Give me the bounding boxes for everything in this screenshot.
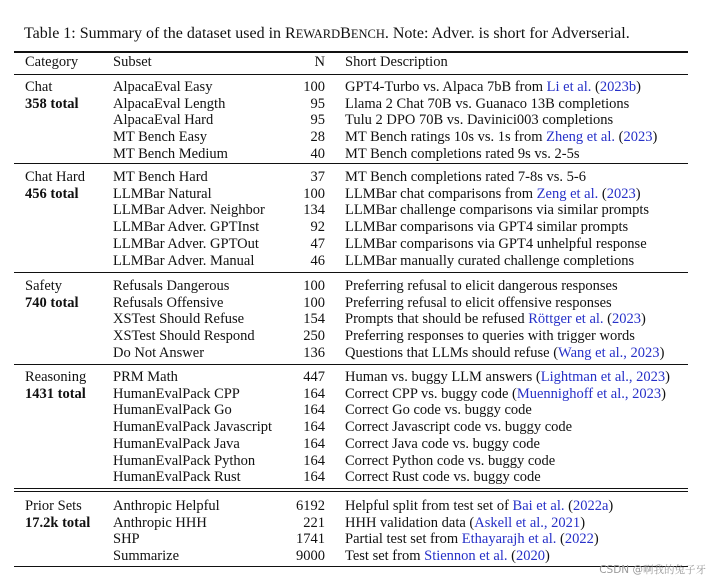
citation-link[interactable]: Li et al.: [546, 79, 592, 95]
sample-count: 164: [303, 452, 325, 469]
description-text: LLMBar comparisons via GPT4 unhelpful response: [345, 235, 647, 252]
group-separator: [14, 364, 688, 365]
description-text: Preferring refusal to elicit offensive responses: [345, 294, 612, 311]
description-text: Correct Java code vs. buggy code: [345, 435, 540, 452]
subset-name: HumanEvalPack Java: [113, 435, 240, 452]
subset-name: Anthropic HHH: [113, 514, 207, 531]
subset-name: Summarize: [113, 548, 180, 565]
header-category: Category: [25, 54, 79, 70]
header-subset: Subset: [113, 54, 152, 70]
sample-count: 136: [303, 344, 325, 361]
short-description: [345, 295, 612, 312]
description-text: (: [614, 129, 624, 146]
header-description: Short Description: [345, 54, 448, 70]
category-label: Reasoning: [25, 369, 87, 385]
sample-count: 164: [303, 435, 325, 452]
citation-link[interactable]: 2023: [623, 129, 653, 146]
description-text: ): [608, 498, 614, 514]
sample-count: 164: [303, 402, 325, 419]
description-text: (: [603, 311, 613, 328]
subset-name: MT Bench Medium: [113, 145, 228, 162]
description-text: (: [564, 498, 573, 514]
sample-count: 164: [303, 469, 325, 486]
subset-name: XSTest Should Respond: [113, 328, 255, 345]
description-text: LLMBar manually curated challenge completions: [345, 252, 635, 269]
citation-link[interactable]: 2022a: [572, 498, 609, 514]
citation-link[interactable]: Ethayarajh et al.: [461, 531, 557, 548]
citation-link[interactable]: 2022: [564, 531, 594, 548]
subset-name: Anthropic Helpful: [113, 498, 220, 514]
description-text: Tulu 2 DPO 70B vs. Davinici003 completions: [345, 112, 614, 129]
short-description: [345, 236, 647, 253]
short-description: [345, 253, 634, 270]
group-separator: [14, 272, 688, 273]
description-text: HHH validation data (: [345, 514, 475, 531]
category-total: 456 total: [25, 185, 79, 202]
description-text: (: [591, 79, 600, 95]
citation-link[interactable]: 2023b: [599, 79, 637, 95]
subset-name: Refusals Offensive: [113, 294, 224, 311]
sample-count: 1741: [296, 531, 325, 548]
group-separator: [14, 163, 688, 164]
sample-count: 221: [303, 514, 325, 531]
short-description: [345, 548, 550, 565]
category-label: Safety: [25, 278, 63, 294]
description-text: ): [544, 548, 550, 565]
sample-count: 164: [303, 419, 325, 436]
short-description: [345, 311, 646, 328]
short-description: [345, 202, 649, 219]
header-rule: [14, 74, 688, 75]
description-text: MT Bench completions rated 9s vs. 2-5s: [345, 145, 580, 162]
description-text: LLMBar challenge comparisons via similar prompts: [345, 202, 650, 219]
short-description: [345, 453, 555, 470]
description-text: Preferring responses to queries with trigger words: [345, 328, 635, 345]
short-description: [345, 419, 572, 436]
description-text: Correct Python code vs. buggy code: [345, 452, 556, 469]
short-description: [345, 129, 657, 146]
header-n: N: [314, 54, 325, 70]
top-rule: [14, 51, 688, 53]
subset-name: AlpacaEval Length: [113, 95, 226, 112]
group-separator: [14, 491, 688, 492]
citation-link[interactable]: Bai et al.: [512, 498, 565, 514]
citation-link[interactable]: Stiennon et al.: [424, 548, 508, 565]
sample-count: 46: [310, 252, 325, 269]
short-description: [345, 146, 580, 163]
description-text: ): [641, 311, 646, 328]
sample-count: 9000: [296, 548, 325, 565]
citation-link[interactable]: Askell et al., 2021: [474, 514, 581, 531]
short-description: [345, 112, 613, 129]
citation-link[interactable]: Zheng et al.: [546, 129, 615, 146]
subset-name: HumanEvalPack Javascript: [113, 419, 273, 436]
sample-count: 92: [310, 219, 325, 236]
subset-name: MT Bench Easy: [113, 129, 207, 146]
sample-count: 100: [303, 278, 325, 294]
description-text: ): [665, 369, 671, 385]
short-description: [345, 278, 618, 295]
sample-count: 100: [303, 185, 325, 202]
subset-name: LLMBar Adver. Manual: [113, 252, 255, 269]
description-text: Preferring refusal to elicit dangerous responses: [345, 278, 618, 294]
sample-count: 95: [310, 112, 325, 129]
subset-name: AlpacaEval Hard: [113, 112, 214, 129]
description-text: Human vs. buggy LLM answers (: [345, 369, 541, 385]
short-description: [345, 219, 628, 236]
description-text: ): [635, 185, 641, 202]
short-description: [345, 328, 635, 345]
group-separator: [14, 488, 688, 489]
category-total: 1431 total: [25, 385, 86, 402]
subset-name: MT Bench Hard: [113, 169, 208, 185]
subset-name: HumanEvalPack Python: [113, 452, 256, 469]
description-text: Helpful split from test set of: [345, 498, 513, 514]
description-text: Correct Javascript code vs. buggy code: [345, 419, 573, 436]
description-text: Partial test set from: [345, 531, 462, 548]
description-text: Correct CPP vs. buggy code (: [345, 385, 517, 402]
short-description: [345, 498, 613, 515]
description-text: ): [580, 514, 586, 531]
description-text: Correct Rust code vs. buggy code: [345, 469, 541, 486]
subset-name: AlpacaEval Easy: [113, 79, 213, 95]
description-text: GPT4-Turbo vs. Alpaca 7bB from: [345, 79, 547, 95]
sample-count: 447: [303, 369, 325, 385]
short-description: [345, 345, 664, 362]
subset-name: LLMBar Adver. GPTInst: [113, 219, 260, 236]
sample-count: 95: [310, 95, 325, 112]
sample-count: 100: [303, 294, 325, 311]
short-description: [345, 96, 629, 113]
short-description: [345, 531, 599, 548]
subset-name: HumanEvalPack Go: [113, 402, 232, 419]
category-label: Chat Hard: [25, 169, 85, 185]
subset-name: LLMBar Adver. Neighbor: [113, 202, 265, 219]
sample-count: 100: [303, 79, 325, 95]
sample-count: 154: [303, 311, 325, 328]
citation-link[interactable]: Röttger et al.: [528, 311, 604, 328]
category-total: 17.2k total: [25, 514, 91, 531]
category-label: Chat: [25, 79, 53, 95]
subset-name: PRM Math: [113, 369, 178, 385]
short-description: [345, 169, 586, 186]
short-description: [345, 402, 532, 419]
short-description: [345, 515, 585, 532]
description-text: MT Bench ratings 10s vs. 1s from: [345, 129, 547, 146]
short-description: [345, 369, 670, 386]
table-caption: Table 1: Summary of the dataset used in REWARDBENCH. Note: Adver. is short for Adverserial.: [24, 25, 630, 42]
watermark: CSDN @啊我的兔子牙: [599, 564, 706, 576]
citation-link[interactable]: 2023: [612, 311, 642, 328]
sample-count: 134: [303, 202, 325, 219]
sample-count: 47: [310, 235, 325, 252]
subset-name: SHP: [113, 531, 140, 548]
subset-name: Do Not Answer: [113, 344, 205, 361]
category-total: 740 total: [25, 294, 79, 311]
description-text: ): [661, 385, 666, 402]
citation-link[interactable]: Muennighoff et al., 2023: [516, 385, 662, 402]
description-text: ): [636, 79, 641, 95]
subset-name: LLMBar Natural: [113, 185, 212, 202]
short-description: [345, 436, 540, 453]
sample-count: 28: [310, 129, 325, 146]
description-text: Questions that LLMs should refuse (: [345, 344, 559, 361]
description-text: ): [593, 531, 599, 548]
citation-link[interactable]: 2023: [606, 185, 636, 202]
description-text: (: [598, 185, 607, 202]
description-text: LLMBar comparisons via GPT4 similar prompts: [345, 219, 629, 236]
subset-name: XSTest Should Refuse: [113, 311, 245, 328]
citation-link[interactable]: Wang et al., 2023: [558, 344, 660, 361]
description-text: (: [507, 548, 516, 565]
description-text: Llama 2 Chat 70B vs. Guanaco 13B completions: [345, 95, 630, 112]
citation-link[interactable]: Lightman et al., 2023: [540, 369, 666, 385]
subset-name: Refusals Dangerous: [113, 278, 230, 294]
short-description: [345, 469, 541, 486]
description-text: MT Bench completions rated 7-8s vs. 5-6: [345, 169, 586, 185]
subset-name: HumanEvalPack CPP: [113, 385, 240, 402]
sample-count: 164: [303, 385, 325, 402]
description-text: Test set from: [345, 548, 425, 565]
sample-count: 6192: [296, 498, 325, 514]
description-text: (: [556, 531, 565, 548]
description-text: ): [659, 344, 665, 361]
citation-link[interactable]: Zeng et al.: [536, 185, 599, 202]
description-text: ): [652, 129, 658, 146]
sample-count: 40: [310, 145, 325, 162]
category-label: Prior Sets: [25, 498, 82, 514]
short-description: [345, 79, 641, 96]
category-total: 358 total: [25, 95, 79, 112]
subset-name: HumanEvalPack Rust: [113, 469, 241, 486]
description-text: Correct Go code vs. buggy code: [345, 402, 532, 419]
short-description: [345, 386, 666, 403]
description-text: Prompts that should be refused: [345, 311, 529, 328]
subset-name: LLMBar Adver. GPTOut: [113, 235, 259, 252]
sample-count: 250: [303, 328, 325, 345]
description-text: LLMBar chat comparisons from: [345, 185, 537, 202]
short-description: [345, 186, 641, 203]
group-separator: [14, 566, 688, 567]
sample-count: 37: [310, 169, 325, 185]
citation-link[interactable]: 2020: [515, 548, 545, 565]
